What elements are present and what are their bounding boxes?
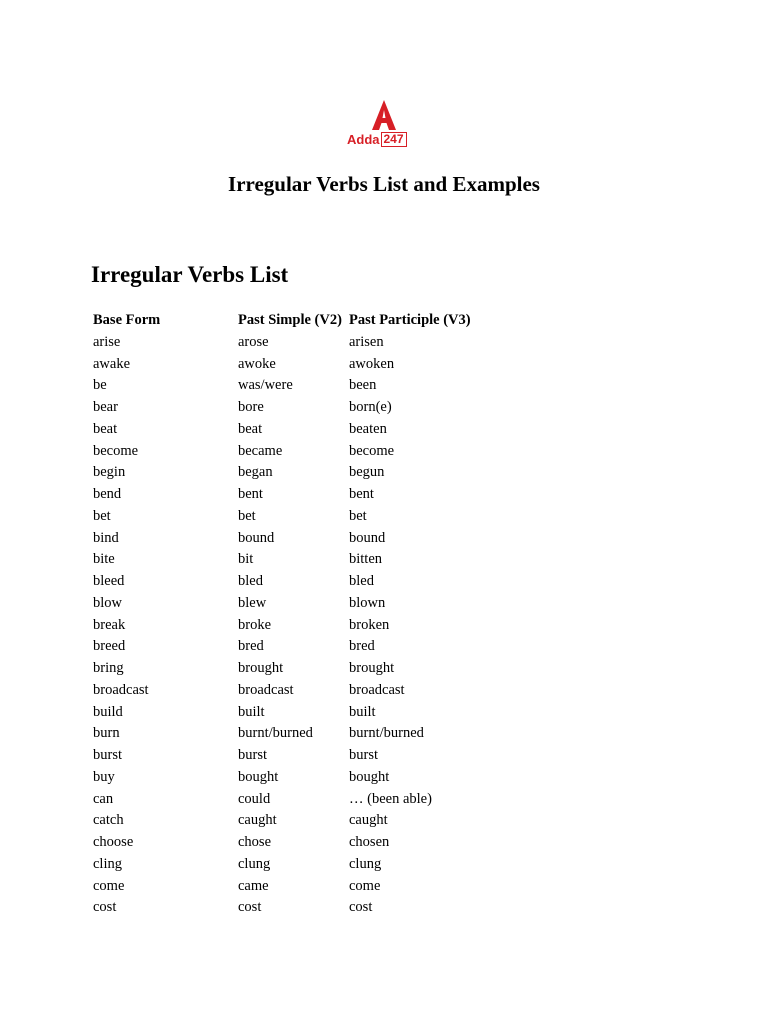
past-simple-cell: brought xyxy=(238,660,284,676)
past-participle-cell: bred xyxy=(349,638,375,655)
base-form-cell: bind xyxy=(93,529,119,546)
base-form-cell: burn xyxy=(93,725,120,742)
base-form-cell: bear xyxy=(93,399,118,415)
table-row xyxy=(93,462,499,484)
past-participle-cell: built xyxy=(349,703,376,720)
table-row xyxy=(93,615,499,637)
past-simple-cell: became xyxy=(238,442,283,459)
table-row xyxy=(93,484,499,506)
past-participle-cell: burnt/burned xyxy=(349,725,424,742)
past-participle-cell: … (been able) xyxy=(349,790,432,807)
past-simple-cell: bet xyxy=(238,507,256,524)
header-past-simple: Past Simple (V2) xyxy=(238,312,342,328)
adda247-logo xyxy=(346,98,422,150)
table-row xyxy=(93,832,499,854)
past-participle-cell: brought xyxy=(349,660,395,676)
table-row xyxy=(93,897,499,919)
past-participle-cell: been xyxy=(349,377,377,394)
base-form-cell: awake xyxy=(93,355,131,372)
table-header-row xyxy=(93,310,499,332)
past-simple-cell: chose xyxy=(238,834,272,850)
irregular-verbs-table xyxy=(93,310,499,919)
past-participle-cell: arisen xyxy=(349,333,384,350)
past-participle-cell: bet xyxy=(349,507,367,524)
header-base-form: Base Form xyxy=(93,312,161,328)
base-form-cell: choose xyxy=(93,834,134,850)
base-form-cell: blow xyxy=(93,594,122,611)
past-simple-cell: began xyxy=(238,464,273,481)
base-form-cell: bring xyxy=(93,660,124,676)
header-past-participle: Past Participle (V3) xyxy=(349,312,471,328)
table-row xyxy=(93,375,499,397)
base-form-cell: bend xyxy=(93,486,122,502)
base-form-cell: bet xyxy=(93,507,111,524)
past-participle-cell: broadcast xyxy=(349,681,405,698)
table-row xyxy=(93,876,499,898)
past-simple-cell: came xyxy=(238,877,269,894)
base-form-cell: breed xyxy=(93,638,126,655)
base-form-cell: begin xyxy=(93,464,126,481)
past-simple-cell: bit xyxy=(238,551,254,568)
past-participle-cell: burst xyxy=(349,747,378,763)
past-simple-cell: blew xyxy=(238,594,267,611)
table-row xyxy=(93,702,499,724)
table-row xyxy=(93,528,499,550)
table-row xyxy=(93,419,499,441)
past-simple-cell: awoke xyxy=(238,355,276,372)
past-simple-cell: bound xyxy=(238,529,275,546)
past-participle-cell: begun xyxy=(349,464,385,481)
table-row xyxy=(93,745,499,767)
past-simple-cell: beat xyxy=(238,420,263,437)
past-simple-cell: bent xyxy=(238,486,263,502)
table-row xyxy=(93,636,499,658)
base-form-cell: can xyxy=(93,790,114,807)
section-heading: Irregular Verbs List xyxy=(91,262,289,287)
past-participle-cell: bound xyxy=(349,529,386,546)
table-row xyxy=(93,354,499,376)
base-form-cell: catch xyxy=(93,812,124,829)
past-simple-cell: burnt/burned xyxy=(238,725,313,742)
past-participle-cell: bent xyxy=(349,486,374,502)
past-participle-cell: come xyxy=(349,877,381,894)
past-simple-cell: burst xyxy=(238,747,267,763)
past-simple-cell: arose xyxy=(238,333,269,350)
table-row xyxy=(93,854,499,876)
base-form-cell: break xyxy=(93,616,126,633)
past-participle-cell: clung xyxy=(349,855,382,872)
base-form-cell: cling xyxy=(93,855,122,872)
base-form-cell: broadcast xyxy=(93,681,149,698)
past-participle-cell: chosen xyxy=(349,834,390,850)
logo-wordmark xyxy=(346,130,422,148)
base-form-cell: come xyxy=(93,877,125,894)
table-row xyxy=(93,767,499,789)
table-row xyxy=(93,571,499,593)
base-form-cell: cost xyxy=(93,899,117,916)
table-row xyxy=(93,549,499,571)
table-row xyxy=(93,723,499,745)
table-row xyxy=(93,506,499,528)
logo-text: Adda xyxy=(347,131,380,147)
past-participle-cell: caught xyxy=(349,812,388,829)
table-row xyxy=(93,441,499,463)
base-form-cell: become xyxy=(93,442,139,459)
table-row xyxy=(93,593,499,615)
past-simple-cell: was/were xyxy=(238,377,293,394)
past-participle-cell: bled xyxy=(349,573,374,589)
past-simple-cell: broke xyxy=(238,616,272,633)
base-form-cell: build xyxy=(93,703,123,720)
table-row xyxy=(93,658,499,680)
table-row xyxy=(93,397,499,419)
past-simple-cell: caught xyxy=(238,812,277,829)
base-form-cell: bite xyxy=(93,551,115,568)
past-participle-cell: bought xyxy=(349,768,390,785)
base-form-cell: burst xyxy=(93,747,122,763)
table-row xyxy=(93,789,499,811)
past-participle-cell: beaten xyxy=(349,420,387,437)
table-body xyxy=(93,332,499,919)
base-form-cell: buy xyxy=(93,768,115,785)
past-simple-cell: could xyxy=(238,790,271,807)
past-simple-cell: bought xyxy=(238,768,279,785)
past-participle-cell: cost xyxy=(349,899,373,916)
past-simple-cell: bore xyxy=(238,399,264,415)
past-participle-cell: born(e) xyxy=(349,399,392,415)
logo-number: 247 xyxy=(381,132,407,147)
base-form-cell: bleed xyxy=(93,573,125,589)
table-row xyxy=(93,332,499,354)
past-participle-cell: bitten xyxy=(349,551,383,568)
past-simple-cell: broadcast xyxy=(238,681,294,698)
document-title: Irregular Verbs List and Examples xyxy=(228,172,540,196)
past-simple-cell: bred xyxy=(238,638,264,655)
past-simple-cell: bled xyxy=(238,573,263,589)
base-form-cell: be xyxy=(93,377,107,394)
table-row xyxy=(93,810,499,832)
past-participle-cell: become xyxy=(349,442,395,459)
past-simple-cell: built xyxy=(238,703,265,720)
base-form-cell: arise xyxy=(93,333,121,350)
logo-a-mark-icon xyxy=(346,98,422,132)
past-participle-cell: awoken xyxy=(349,355,395,372)
past-simple-cell: cost xyxy=(238,899,262,916)
table-row xyxy=(93,680,499,702)
past-participle-cell: blown xyxy=(349,594,386,611)
past-participle-cell: broken xyxy=(349,616,390,633)
past-simple-cell: clung xyxy=(238,855,271,872)
base-form-cell: beat xyxy=(93,420,118,437)
